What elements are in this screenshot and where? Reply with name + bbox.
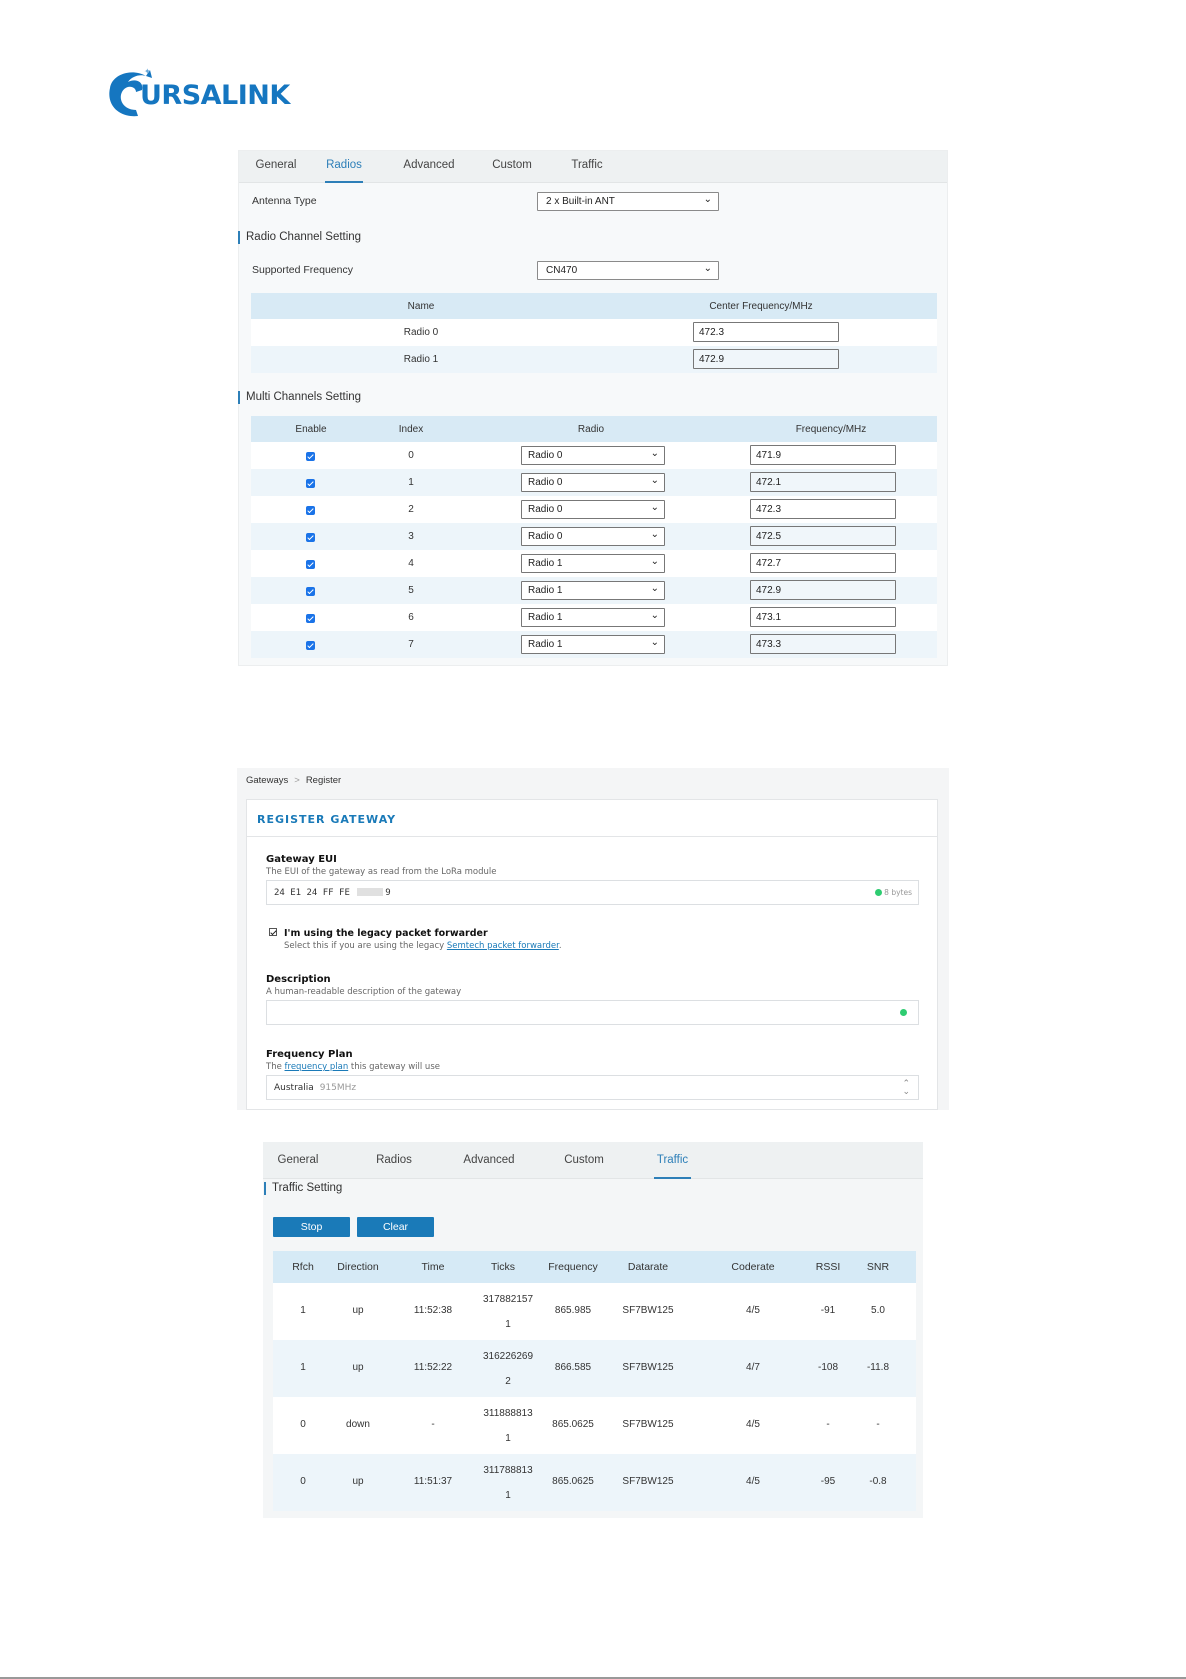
frequency-plan-desc-suffix: this gateway will use [348,1062,440,1072]
channels-table-header [251,416,937,442]
semtech-packet-forwarder-link[interactable]: Semtech packet forwarder [446,941,559,951]
frequency-plan-desc-prefix: The [266,1062,285,1072]
enable-checkbox[interactable] [306,587,315,596]
channel-radio-select[interactable] [521,635,665,654]
ursalink-logo [106,66,296,122]
direction-cell: up [352,1305,364,1316]
page-title: REGISTER GATEWAY [247,800,937,837]
ticks-cell [478,1344,538,1394]
table-row [273,1397,916,1454]
snr-cell: -0.8 [869,1476,887,1487]
center-frequency-input[interactable]: 472.9 [693,349,839,369]
frequency-cell: 865.0625 [552,1476,594,1487]
channel-index: 2 [408,504,414,515]
time-cell: 11:52:38 [413,1305,453,1316]
time-cell: 11:51:37 [413,1476,453,1487]
supported-frequency-label: Supported Frequency [252,264,353,276]
register-gateway-panel [237,768,949,1110]
antenna-type-select[interactable] [537,192,719,211]
header-datarate: Datarate [627,1261,669,1273]
time-cell: - [431,1419,435,1430]
legacy-desc-suffix: . [558,941,562,951]
radios-settings-panel [238,150,948,666]
channel-radio-select[interactable] [521,581,665,600]
description-desc: A human-readable description of the gateway [266,987,462,997]
enable-checkbox[interactable] [306,452,315,461]
rssi-cell: -91 [820,1305,836,1316]
channel-radio-select[interactable] [521,446,665,465]
traffic-table-body [273,1283,916,1511]
gateway-eui-label: Gateway EUI [266,854,337,865]
channel-frequency-input[interactable]: 472.9 [750,580,896,600]
antenna-type-value: 2 x Built-in ANT [546,196,615,207]
tab-bar [263,1142,923,1179]
table-row [251,469,937,496]
frequency-plan-value-sub: 915MHz [319,1083,357,1093]
supported-frequency-value: CN470 [546,265,578,276]
enable-checkbox[interactable] [306,506,315,515]
frequency-cell: 865.0625 [552,1419,594,1430]
header-name: Name [407,301,435,312]
chevron-down-icon: ⌄ [650,529,659,540]
table-row [273,1454,916,1511]
legacy-forwarder-checkbox[interactable] [269,928,277,936]
frequency-cell: 865.985 [554,1305,592,1316]
datarate-cell: SF7BW125 [622,1362,674,1373]
channel-radio-value: Radio 1 [528,558,563,569]
multi-channels-setting-title: Multi Channels Setting [238,391,361,404]
tab-general[interactable]: General [277,1154,319,1166]
table-row [273,1340,916,1397]
ticks-value: 311888813 [483,1408,533,1419]
tab-custom[interactable]: Custom [492,159,532,171]
channel-radio-value: Radio 0 [528,477,563,488]
channel-frequency-input[interactable]: 472.3 [750,499,896,519]
register-gateway-card [246,799,938,1110]
tab-custom[interactable]: Custom [564,1154,604,1166]
ticks-cell [478,1401,538,1451]
gateway-eui-value: 24 E1 24 FF FE [274,888,350,898]
traffic-table-header [273,1251,916,1283]
gateway-eui-desc: The EUI of the gateway as read from the LoRa module [266,867,497,877]
tab-general[interactable]: General [255,159,297,171]
chevron-right-icon: > [294,775,300,786]
ticks-value: 316226269 [482,1351,534,1362]
coderate-cell: 4/7 [746,1362,760,1373]
channel-frequency-input[interactable]: 471.9 [750,445,896,465]
gateway-eui-input[interactable] [266,880,919,905]
svg-text:✦: ✦ [144,67,151,76]
datarate-cell: SF7BW125 [622,1419,674,1430]
table-row [251,346,937,373]
header-frequency: Frequency [548,1261,598,1273]
table-row [273,1283,916,1340]
header-coderate: Coderate [731,1261,775,1273]
channel-radio-select[interactable] [521,500,665,519]
channel-radio-select[interactable] [521,527,665,546]
table-row [251,442,937,469]
table-row [251,550,937,577]
tab-radios[interactable]: Radios [376,1154,412,1166]
chevron-down-icon: ⌄ [650,475,659,486]
chevron-down-icon: ⌄ [650,610,659,621]
channel-frequency-input[interactable]: 472.7 [750,553,896,573]
header-enable: Enable [295,424,327,435]
direction-cell: up [352,1362,364,1373]
header-ticks: Ticks [490,1261,516,1273]
channel-index: 7 [408,639,414,650]
channel-radio-select[interactable] [521,608,665,627]
supported-frequency-select[interactable] [537,261,719,280]
traffic-table [273,1251,916,1511]
channel-frequency-input[interactable]: 473.1 [750,607,896,627]
gateway-eui-hint: 8 bytes [884,888,912,897]
table-row [251,319,937,346]
header-center-frequency: Center Frequency/MHz [709,301,813,312]
channel-radio-value: Radio 0 [528,450,563,461]
legacy-desc-text: Select this if you are using the legacy [284,941,447,951]
logo-wordmark: URSALINK [140,80,290,111]
enable-checkbox[interactable] [306,614,315,623]
tab-advanced[interactable]: Advanced [463,1154,515,1166]
radio-channel-setting-title: Radio Channel Setting [238,231,361,244]
coderate-cell: 4/5 [746,1476,760,1487]
traffic-settings-panel [263,1142,923,1518]
valid-status-icon [900,1009,907,1016]
enable-checkbox[interactable] [306,560,315,569]
chevron-down-icon: ⌄ [650,448,659,459]
rssi-cell: -108 [817,1362,838,1373]
channel-radio-value: Radio 0 [528,504,563,515]
redacted-block [357,888,383,896]
center-frequency-input[interactable]: 472.3 [693,322,839,342]
table-row [251,496,937,523]
channel-index: 5 [408,585,414,596]
ticks-value-wrap: 1 [505,1433,511,1444]
breadcrumb [246,775,341,786]
enable-checkbox[interactable] [306,479,315,488]
header-rssi: RSSI [815,1261,841,1273]
channel-frequency-input[interactable]: 473.3 [750,634,896,654]
coderate-cell: 4/5 [746,1305,760,1316]
channel-radio-select[interactable] [521,473,665,492]
table-row [251,631,937,658]
snr-cell: - [876,1419,880,1430]
tab-radios[interactable]: Radios [325,151,363,182]
rfch-cell: 0 [300,1419,306,1430]
channels-table-body [251,442,937,658]
chevron-down-icon: ⌄ [650,583,659,594]
ticks-value-wrap: 1 [505,1319,511,1330]
table-row [251,577,937,604]
ticks-value-wrap: 2 [505,1376,511,1387]
table-row [251,523,937,550]
legacy-forwarder-label: I'm using the legacy packet forwarder [284,928,488,939]
channel-index: 1 [408,477,414,488]
channel-radio-select[interactable] [521,554,665,573]
direction-cell: up [352,1476,364,1487]
radio-name: Radio 1 [403,354,439,365]
frequency-plan-label: Frequency Plan [266,1049,353,1060]
ticks-value: 317882157 [482,1294,534,1305]
legacy-forwarder-desc [284,941,562,951]
clear-button[interactable]: Clear [357,1217,434,1237]
radio-table-header [251,293,937,319]
channel-radio-value: Radio 1 [528,612,563,623]
gateway-eui-value-end: 9 [385,888,391,898]
select-arrows-icon: ⌃ ⌄ [902,1079,910,1097]
channel-frequency-input[interactable]: 472.1 [750,472,896,492]
rfch-cell: 1 [300,1362,306,1373]
tab-advanced[interactable]: Advanced [403,159,455,171]
chevron-down-icon: ⌄ [650,556,659,567]
channel-radio-value: Radio 0 [528,531,563,542]
traffic-setting-title: Traffic Setting [264,1182,342,1195]
tab-traffic[interactable]: Traffic [654,1142,691,1178]
chevron-down-icon: ⌄ [703,263,712,274]
description-input[interactable] [266,1000,919,1025]
breadcrumb-register: Register [305,775,342,786]
radio-name: Radio 0 [403,327,439,338]
tab-traffic[interactable]: Traffic [571,159,603,171]
time-cell: 11:52:22 [413,1362,453,1373]
breadcrumb-gateways[interactable]: Gateways [246,775,289,786]
valid-status-icon [875,889,882,896]
chevron-down-icon: ⌄ [703,194,712,205]
frequency-plan-link[interactable]: frequency plan [284,1062,349,1072]
datarate-cell: SF7BW125 [622,1476,674,1487]
header-index: Index [398,424,424,435]
snr-cell: 5.0 [871,1305,885,1316]
frequency-plan-value: Australia [274,1083,314,1093]
rssi-cell: - [826,1419,830,1430]
header-radio: Radio [577,424,605,435]
channel-index: 3 [408,531,414,542]
rfch-cell: 1 [300,1305,306,1316]
channel-frequency-input[interactable]: 472.5 [750,526,896,546]
frequency-cell: 866.585 [554,1362,592,1373]
frequency-plan-desc [266,1062,440,1072]
direction-cell: down [346,1419,370,1430]
tab-bar [239,151,947,183]
antenna-type-label: Antenna Type [252,195,317,207]
datarate-cell: SF7BW125 [622,1305,674,1316]
description-label: Description [266,974,331,985]
header-frequency: Frequency/MHz [795,424,867,435]
coderate-cell: 4/5 [746,1419,760,1430]
channel-index: 0 [408,450,414,461]
chevron-down-icon: ⌄ [650,637,659,648]
stop-button[interactable]: Stop [273,1217,350,1237]
rfch-cell: 0 [300,1476,306,1487]
channel-radio-value: Radio 1 [528,585,563,596]
radio-table [251,293,937,373]
chevron-down-icon: ⌄ [650,502,659,513]
header-snr: SNR [866,1261,890,1273]
enable-checkbox[interactable] [306,641,315,650]
header-time: Time [421,1261,445,1273]
header-direction: Direction [337,1261,379,1273]
channel-index: 6 [408,612,414,623]
channels-table [251,416,937,658]
rssi-cell: -95 [820,1476,836,1487]
frequency-plan-select[interactable] [266,1075,919,1100]
ticks-value: 311788813 [483,1465,533,1476]
table-row [251,604,937,631]
enable-checkbox[interactable] [306,533,315,542]
channel-radio-value: Radio 1 [528,639,563,650]
ticks-value-wrap: 1 [505,1490,511,1501]
snr-cell: -11.8 [866,1362,890,1373]
ticks-cell [478,1458,538,1508]
header-rfch: Rfch [292,1261,314,1273]
ticks-cell [478,1287,538,1337]
channel-index: 4 [408,558,414,569]
